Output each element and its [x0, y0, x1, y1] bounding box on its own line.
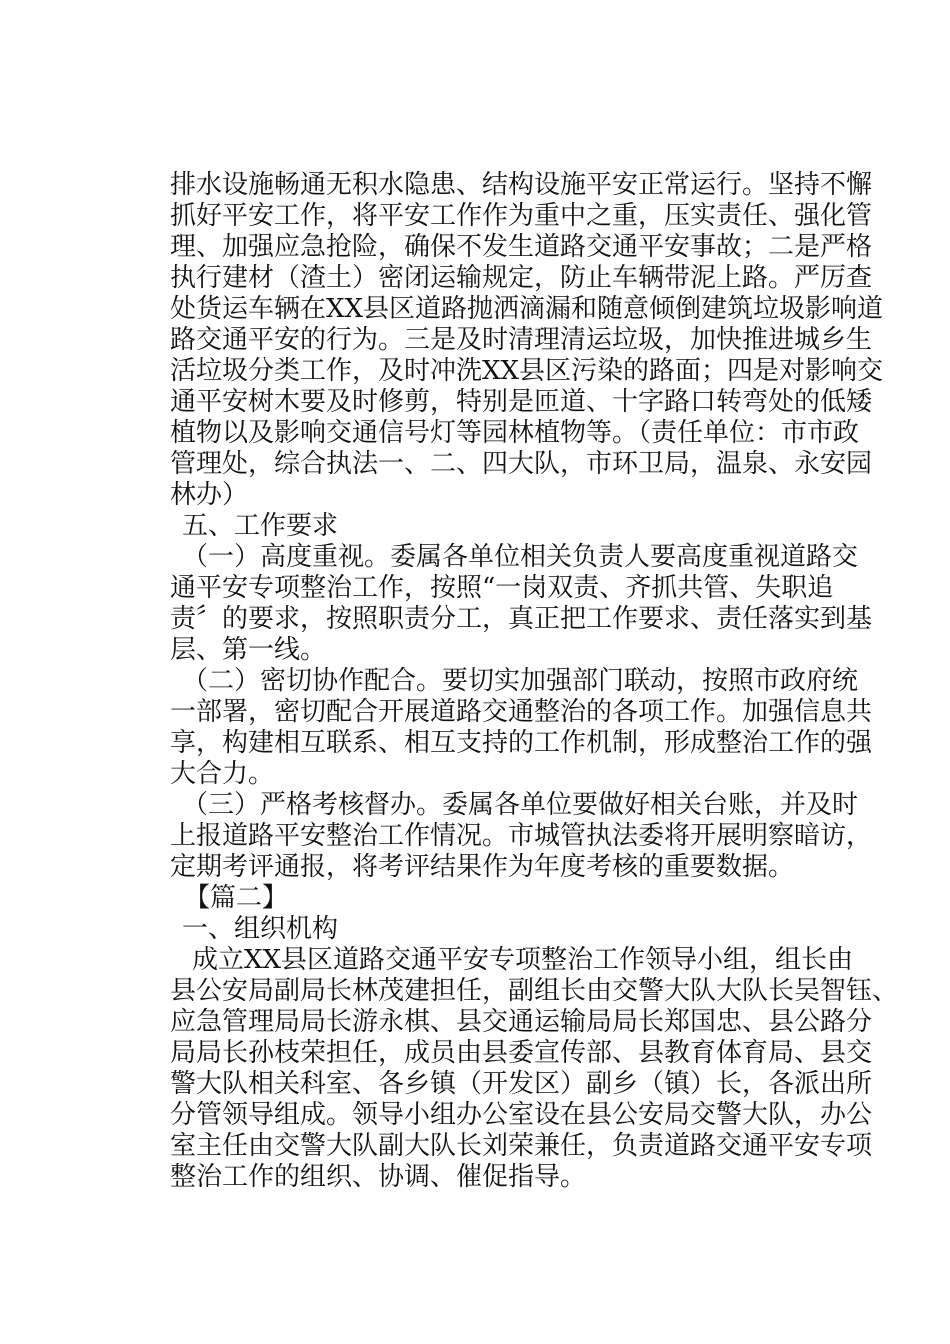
- section-heading: 五、工作要求: [182, 511, 339, 541]
- text-line: 室主任由交警大队副大队长刘荣兼任，负责道路交通平安专项: [170, 1131, 873, 1161]
- text-line: 警大队相关科室、各乡镇（开发区）副乡（镇）长，各派出所: [170, 1069, 873, 1099]
- text-line: 享，构建相互联系、相互支持的工作机制，形成整治工作的强: [170, 728, 873, 758]
- text-line: 应急管理局局长游永棋、县交通运输局局长郑国忠、县公路分: [170, 1007, 873, 1037]
- text-line: 管理处，综合执法一、二、四大队，市环卫局，温泉、永安园: [170, 449, 873, 479]
- text-line: 活垃圾分类工作，及时冲洗XX县区污染的路面；四是对影响交: [170, 356, 884, 386]
- text-line: 执行建材（渣土）密闭运输规定，防止车辆带泥上路。严厉查: [170, 263, 873, 293]
- text-line: 成立XX县区道路交通平安专项整治工作领导小组，组长由: [192, 945, 854, 975]
- text-line: 排水设施畅通无积水隐患、结构设施平安正常运行。坚持不懈: [170, 170, 873, 200]
- text-line: 处货运车辆在XX县区道路抛洒滴漏和随意倾倒建筑垃圾影响道: [170, 294, 884, 324]
- part-heading: 【篇二】: [184, 883, 289, 913]
- text-line: 责〞的要求，按照职责分工，真正把工作要求、责任落实到基: [170, 604, 873, 634]
- section-heading: 一、组织机构: [182, 914, 339, 944]
- text-line: 一部署，密切配合开展道路交通整治的各项工作。加强信息共: [170, 697, 873, 727]
- text-line: 通平安专项整治工作，按照“一岗双责、齐抓共管、失职追: [170, 573, 834, 603]
- text-line: （一）高度重视。委属各单位相关负责人要高度重视道路交: [182, 542, 859, 572]
- text-line: 层、第一线。: [170, 635, 327, 665]
- text-line: 植物以及影响交通信号灯等园林植物等。（责任单位：市市政: [170, 418, 860, 448]
- text-line: （三）严格考核督办。委属各单位要做好相关台账，并及时: [182, 790, 859, 820]
- text-line: 县公安局副局长林茂建担任，副组长由交警大队大队长吴智钰、: [170, 976, 899, 1006]
- text-line: 通平安树木要及时修剪，特别是匝道、十字路口转弯处的低矮: [170, 387, 873, 417]
- text-line: 分管领导组成。领导小组办公室设在县公安局交警大队，办公: [170, 1100, 873, 1130]
- document-body: [170, 170, 899, 1193]
- text-line: 抓好平安工作，将平安工作作为重中之重，压实责任、强化管: [170, 201, 873, 231]
- text-line: （二）密切协作配合。要切实加强部门联动，按照市政府统: [182, 666, 859, 696]
- text-line: 大合力。: [170, 759, 275, 789]
- text-line: 路交通平安的行为。三是及时清理清运垃圾，加快推进城乡生: [170, 325, 873, 355]
- text-line: 定期考评通报，将考评结果作为年度考核的重要数据。: [170, 852, 795, 882]
- text-line: 上报道路平安整治工作情况。市城管执法委将开展明察暗访，: [170, 821, 873, 851]
- text-line: 理、加强应急抢险，确保不发生道路交通平安事故；二是严格: [170, 232, 873, 262]
- text-line: 林办）: [170, 480, 249, 510]
- text-line: 局局长孙枝荣担任，成员由县委宣传部、县教育体育局、县交: [170, 1038, 873, 1068]
- text-line: 整治工作的组织、协调、催促指导。: [170, 1162, 587, 1192]
